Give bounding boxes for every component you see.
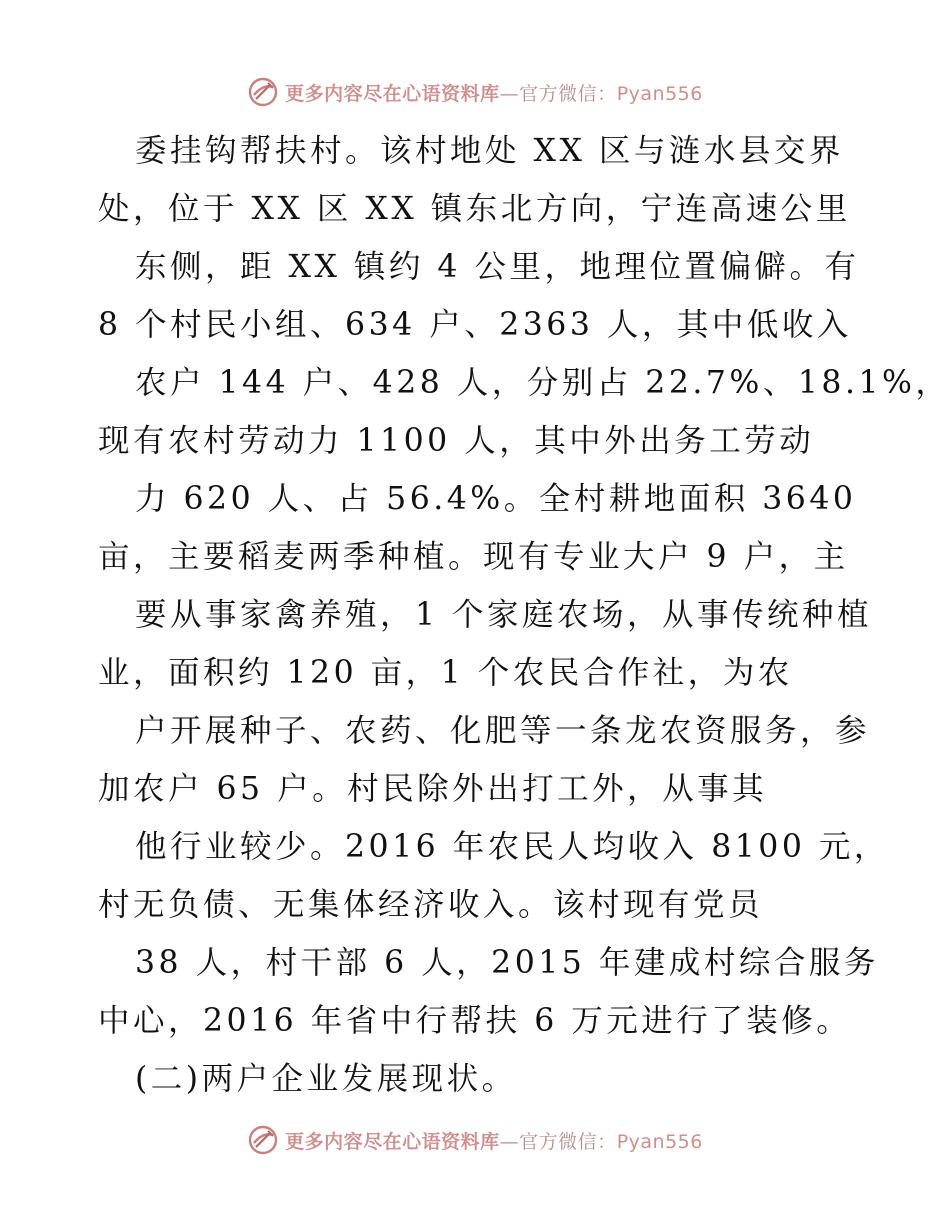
text-line: 8 个村民小组、634 户、2363 人，其中低收入 [98,307,852,343]
text-line: 他行业较少。2016 年农民人均收入 8100 元， [135,829,889,865]
text-line: 38 人，村干部 6 人，2015 年建成村综合服务 [135,945,879,981]
watermark-banner-top [0,72,950,112]
text-line: 加农户 65 户。村民除外出打工外，从事其 [98,771,768,807]
text-line: 东侧，距 XX 镇约 4 公里，地理位置偏僻。有 [135,249,860,285]
logo-icon [247,1124,279,1156]
watermark-banner-bottom [0,1120,950,1160]
text-line: 农户 144 户、428 人，分别占 22.7%、18.1%， [135,365,950,401]
text-line: 亩，主要稻麦两季种植。现有专业大户 9 户，主 [98,539,849,575]
text-line: 处，位于 XX 区 XX 镇东北方向，宁连高速公里 [98,191,851,227]
section-heading: (二)两户企业发展现状。 [135,1061,517,1097]
text-line: 要从事家禽养殖，1 个家庭农场，从事传统种植 [135,597,873,633]
watermark-text: 更多内容尽在心语资料库—官方微信：Pyan556 [285,82,703,105]
text-line: 现有农村劳动力 1100 人，其中外出务工劳动 [98,423,815,459]
watermark-text: 更多内容尽在心语资料库—官方微信：Pyan556 [285,1130,703,1153]
text-line: 户开展种子、农药、化肥等一条龙农资服务，参 [135,713,871,749]
text-line: 委挂钩帮扶村。该村地处 XX 区与涟水县交界 [135,133,844,169]
text-line: 村无负债、无集体经济收入。该村现有党员 [98,887,764,923]
text-line: 中心，2016 年省中行帮扶 6 万元进行了装修。 [98,1003,852,1039]
text-line: 业，面积约 120 亩，1 个农民合作社，为农 [98,655,793,691]
logo-icon [247,76,279,108]
text-line: 力 620 人、占 56.4%。全村耕地面积 3640 [135,481,857,517]
